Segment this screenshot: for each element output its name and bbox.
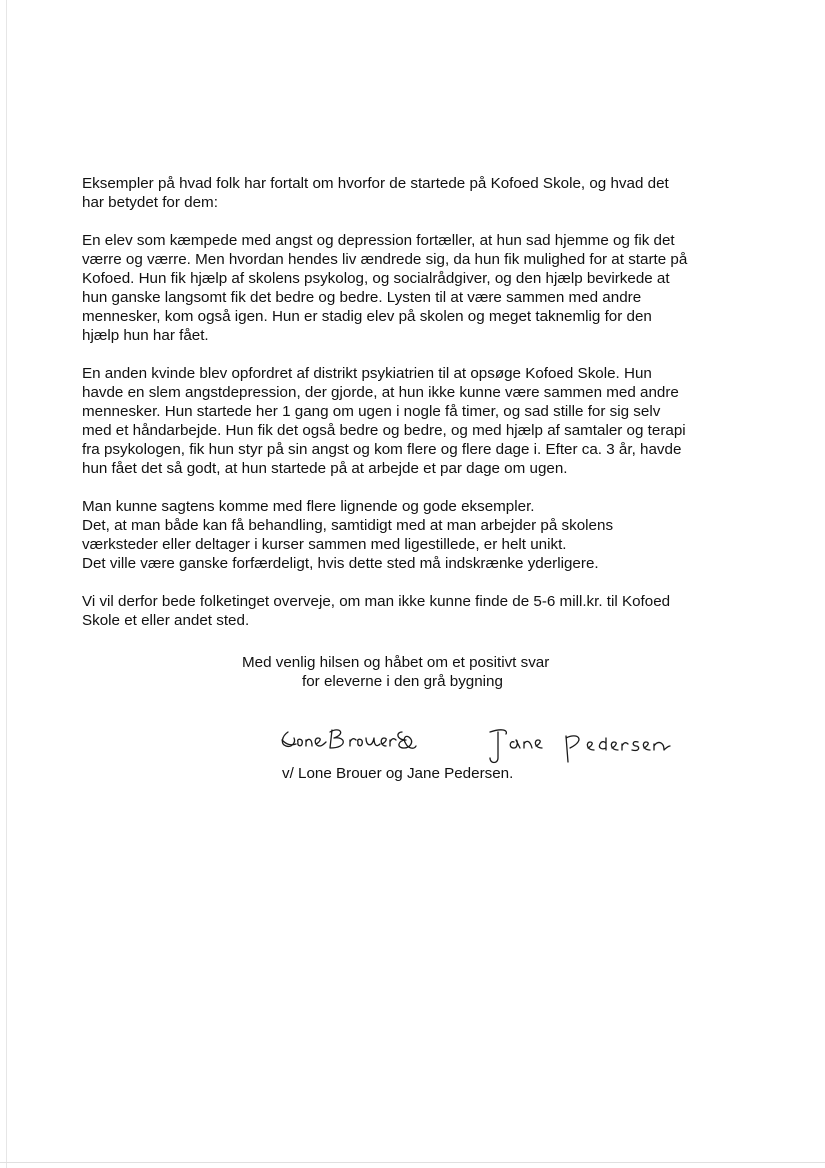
signature-area	[276, 718, 706, 768]
text-line: havde en slem angstdepression, der gjorde, at hun ikke kunne være sammen med andre	[82, 384, 679, 401]
text-line: har betydet for dem:	[82, 194, 218, 211]
text-line: Kofoed. Hun fik hjælp af skolens psykolog, og socialrådgiver, og den hjælp bevirkede at	[82, 270, 670, 287]
text-line: med et håndarbejde. Hun fik det også bedre og bedre, og med hjælp af samtaler og terapi	[82, 422, 686, 439]
text-line: værksteder eller deltager i kurser sammen med ligestillede, er helt unikt.	[82, 536, 567, 553]
text-line: fra psykologen, fik hun styr på sin angst og kom flere og flere dage i. Efter ca. 3 år, havde	[82, 441, 682, 458]
signature-jane-pedersen	[490, 730, 670, 763]
text-line: Det ville være ganske forfærdeligt, hvis dette sted må indskrænke yderligere.	[82, 555, 599, 572]
paragraph-example-2	[82, 364, 742, 478]
signature-lone-brouer	[282, 730, 416, 748]
text-line: En anden kvinde blev opfordret af distrikt psykiatrien til at opsøge Kofoed Skole. Hun	[82, 365, 652, 382]
text-line: Man kunne sagtens komme med flere lignende og gode eksempler.	[82, 498, 535, 515]
text-line: hun fået det så godt, at hun startede på at arbejde et par dage om ugen.	[82, 460, 568, 477]
closing-line-sender: for eleverne i den grå bygning	[302, 673, 503, 690]
text-line: Skole et eller andet sted.	[82, 612, 250, 629]
text-line: mennesker. Hun startede her 1 gang om ugen i nogle få timer, og sad stille for sig selv	[82, 403, 661, 420]
handwritten-signatures	[276, 718, 706, 768]
text-line: Det, at man både kan få behandling, samtidigt med at man arbejder på skolens	[82, 517, 614, 534]
text-line: Vi vil derfor bede folketinget overveje, om man ikke kunne finde de 5-6 mill.kr. til Kofoed	[82, 593, 671, 610]
printed-signature: v/ Lone Brouer og Jane Pedersen.	[282, 765, 514, 782]
text-line: hun ganske langsomt fik det bedre og bedre. Lysten til at være sammen med andre	[82, 289, 642, 306]
scan-edge-bottom	[0, 1162, 825, 1163]
text-line: Eksempler på hvad folk har fortalt om hvorfor de startede på Kofoed Skole, og hvad det	[82, 175, 669, 192]
text-line: hjælp hun har fået.	[82, 327, 209, 344]
paragraph-example-1	[82, 231, 742, 345]
letter-body	[82, 174, 742, 690]
text-line: En elev som kæmpede med angst og depression fortæller, at hun sad hjemme og fik det	[82, 232, 675, 249]
closing-line-greeting: Med venlig hilsen og håbet om et positivt svar	[242, 654, 550, 671]
scan-edge-left	[6, 0, 7, 1168]
paragraph-request	[82, 592, 742, 630]
paragraph-conclusion	[82, 497, 742, 573]
text-line: mennesker, kom også igen. Hun er stadig elev på skolen og meget taknemlig for den	[82, 308, 652, 325]
paragraph-intro	[82, 174, 742, 212]
text-line: værre og værre. Men hvordan hendes liv ændrede sig, da hun fik mulighed for at starte på	[82, 251, 688, 268]
